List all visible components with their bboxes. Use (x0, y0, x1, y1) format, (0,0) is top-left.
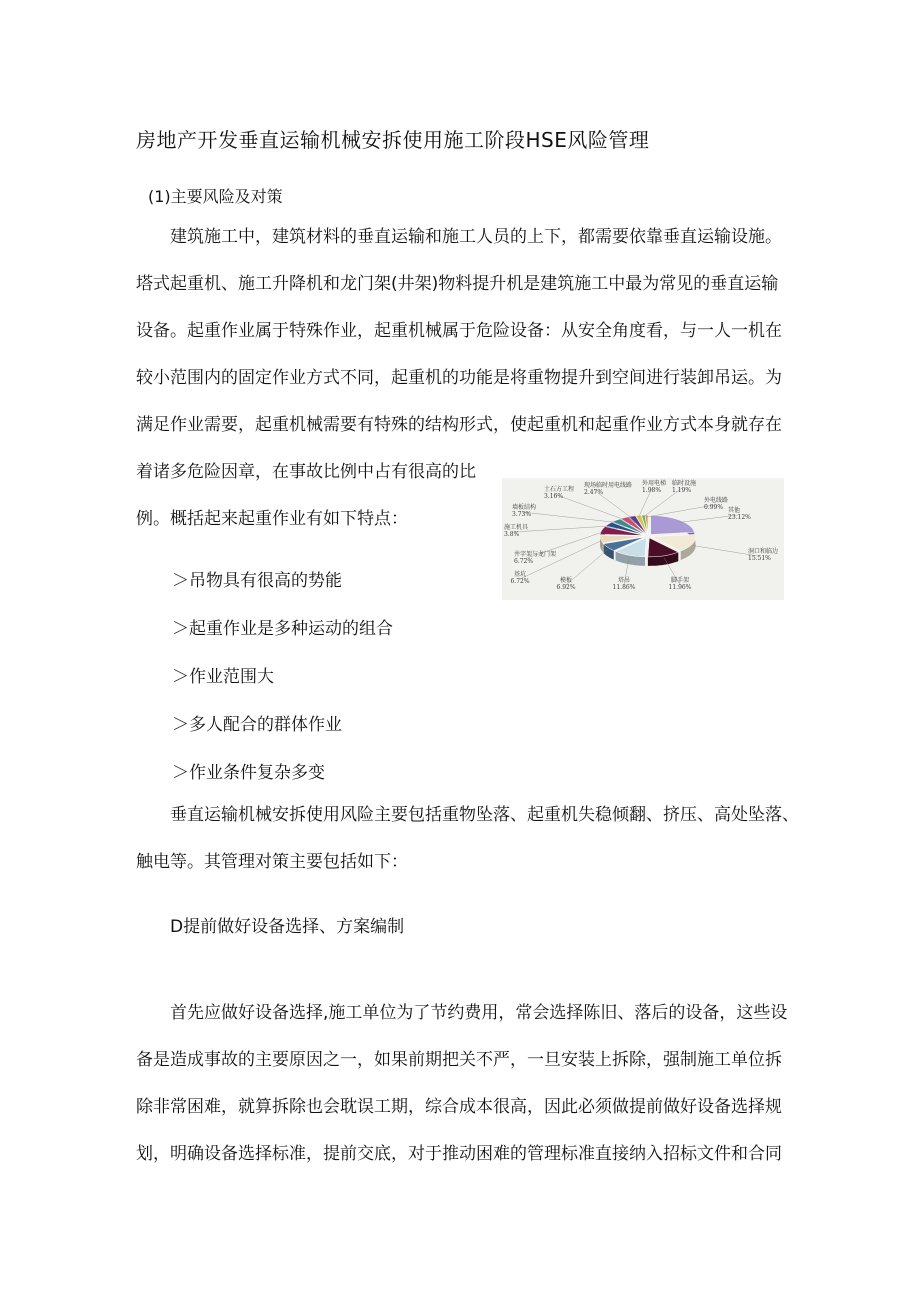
accident-pie-chart (502, 478, 784, 600)
pie-leader-line (566, 549, 608, 585)
feature-bullet: ＞多人配合的群体作业 (172, 715, 342, 735)
intro-line: 较小范围内的固定作业方式不同，起重机的功能是将重物提升到空间进行装卸吊运。为 (136, 368, 782, 388)
pie-value-label: 1.98% (642, 487, 662, 494)
risk-line: 触电等。其管理对策主要包括如下： (136, 852, 408, 872)
pie-value-label: 0.99% (704, 504, 724, 511)
intro-line: 塔式起重机、施工升降机和龙门架(井架)物料提升机是建筑施工中最为常见的垂直运输 (136, 274, 779, 294)
subheading: D提前做好设备选择、方案编制 (170, 917, 405, 937)
pie-label: 基坑 (513, 571, 527, 578)
intro-line: 着诸多危险因章，在事故比例中占有很高的比 (136, 462, 476, 482)
choice-line: 首先应做好设备选择,施工单位为了节约费用，常会选择陈旧、落后的设备，这些设 (170, 1003, 788, 1023)
pie-chart-svg (502, 478, 784, 600)
pie-leader-line (522, 512, 616, 522)
pie-label: 洞口和临边 (748, 548, 779, 555)
pie-label: 其他 (728, 507, 741, 514)
choice-line: 备是造成事故的主要原因之一，如果前期把关不严，一旦安装上拆除，强制施工单位拆 (136, 1050, 782, 1070)
pie-label: 墙板结构 (512, 504, 537, 511)
feature-bullet: ＞作业范围大 (172, 667, 274, 687)
pie-value-label: 3.73% (512, 511, 532, 518)
feature-bullet: ＞起重作业是多种运动的组合 (172, 619, 393, 639)
risk-paragraph (136, 792, 799, 886)
intro-line: 满足作业需要，起重机械需要有特殊的结构形式，使起重机和起重作业方式本身就存在 (136, 415, 782, 435)
pie-label: 外用电梯 (642, 480, 667, 487)
pie-leader-line (514, 526, 609, 532)
pie-label: 塔吊 (617, 577, 631, 584)
section-heading: (1)主要风险及对策 (148, 187, 283, 206)
feature-bullet: ＞吊物具有很高的势能 (172, 571, 342, 591)
pie-value-label: 2.47% (584, 489, 604, 496)
pie-value-label: 3.16% (544, 493, 564, 500)
pie-value-label: 6.72% (510, 578, 530, 585)
pie-label: 外电线路 (704, 497, 729, 504)
pie-leader-line (554, 494, 624, 520)
pie-value-label: 23.12% (728, 514, 751, 521)
pie-slice (651, 516, 695, 535)
pie-label: 脚手架 (670, 577, 690, 584)
pie-label: 土石方工程 (544, 486, 575, 493)
pie-value-label: 3.8% (504, 531, 520, 538)
pie-value-label: 15.51% (748, 555, 771, 562)
intro-line: 设备。起重作业属于特殊作业，起重机械属于危险设备：从安全角度看，与一人一机在 (136, 321, 782, 341)
choice-line: 除非常困难，就算拆除也会耽误工期，综合成本很高，因此必须做提前做好设备选择规 (136, 1097, 782, 1117)
pie-value-label: 1.19% (672, 487, 692, 494)
feature-bullet: ＞作业条件复杂多变 (172, 763, 325, 783)
choice-paragraph (136, 990, 788, 1178)
pie-label: 施工机具 (504, 524, 529, 531)
intro-line: 例。概括起来起重作业有如下特点： (136, 509, 408, 529)
pie-value-label: 6.92% (556, 584, 576, 591)
choice-line: 划，明确设备选择标准，提前交底，对于推动困难的管理标准直接纳入招标文件和合同 (136, 1144, 782, 1164)
pie-label: 井字架与龙门架 (514, 551, 557, 558)
page-title: 房地产开发垂直运输机械安拆使用施工阶段HSE风险管理 (136, 128, 650, 152)
risk-line: 垂直运输机械安拆使用风险主要包括重物坠落、起重机失稳倾翻、挤压、高处坠落、 (170, 805, 799, 825)
pie-label: 临时设施 (672, 480, 697, 487)
pie-value-label: 6.72% (514, 558, 534, 565)
pie-label: 模板 (559, 577, 573, 584)
pie-value-label: 11.86% (612, 584, 636, 591)
intro-line: 建筑施工中，建筑材料的垂直运输和施工人员的上下，都需要依靠垂直运输设施。 (170, 227, 782, 247)
pie-label: 现场临时用电线路 (584, 482, 633, 489)
pie-value-label: 11.96% (668, 584, 692, 591)
